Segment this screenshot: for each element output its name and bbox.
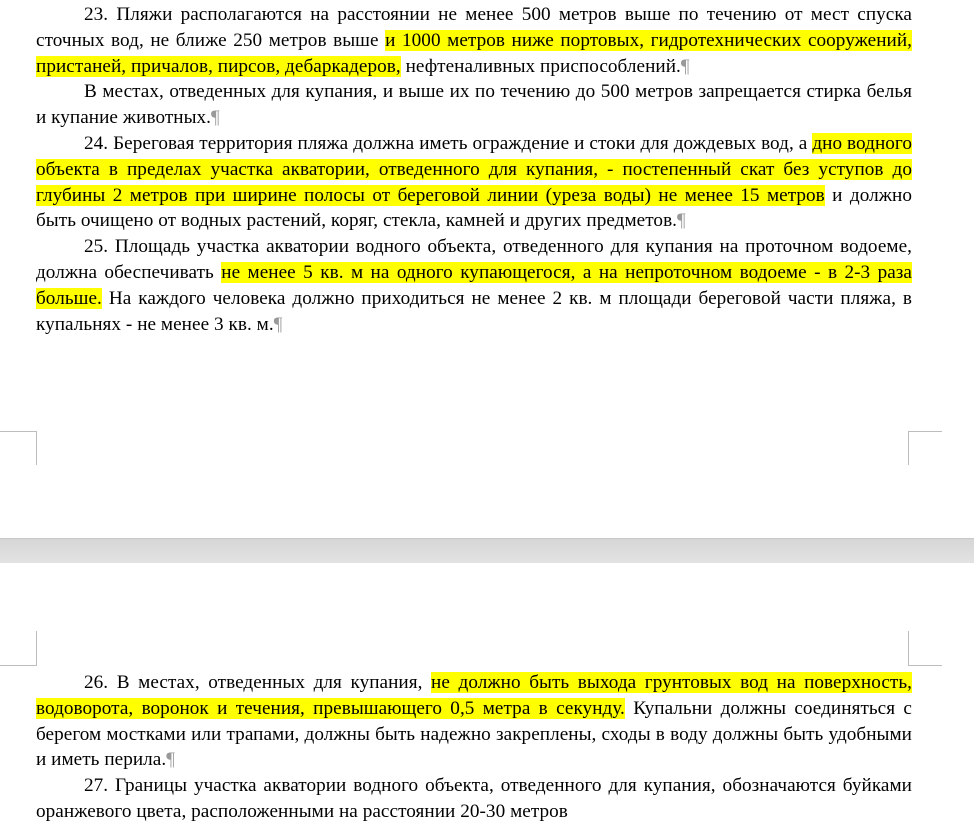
paragraph-24-tail: и должно быть очищено от водных растений, коряг, стекла, камней и других предметов. xyxy=(36,184,912,232)
paragraph-25-text: 25. Площадь участка акватории водного объекта, отведенного для купания на проточном водоеме, должна обеспечивать xyxy=(36,236,912,283)
page-1-text[interactable] xyxy=(36,2,912,337)
pilcrow-mark: ¶ xyxy=(677,210,686,232)
page-corner-mark-bottom-right xyxy=(908,431,942,465)
page-2-text[interactable] xyxy=(36,670,912,825)
paragraph-23-cont-text: В местах, отведенных для купания, и выше их по течению до 500 метров запрещается стирка белья и купание животных. xyxy=(36,81,912,129)
pilcrow-mark: ¶ xyxy=(211,107,220,129)
highlight-26: не должно быть выхода грунтовых вод на поверхность, водоворота, воронок и течения, превышающего 0,5 метра в секунду. xyxy=(36,672,912,719)
page-corner-mark-top-right xyxy=(908,631,942,666)
paragraph-27-text: 27. Границы участка акватории водного объекта, отведенного для купания, обозначаются буйками оранжевого цвета, расположенными на расстоянии 20-30 метров xyxy=(36,775,912,822)
paragraph-23[interactable] xyxy=(36,2,912,79)
paragraph-23-text: 23. Пляжи располагаются на расстоянии не менее 500 метров выше по течению от мест спуска сточных вод, не ближе 250 метров выше xyxy=(36,4,912,51)
page-corner-mark-top-left xyxy=(0,631,37,666)
page-corner-mark-bottom-left xyxy=(0,431,37,465)
paragraph-25[interactable] xyxy=(36,234,912,337)
pilcrow-mark: ¶ xyxy=(273,313,283,335)
paragraph-23-tail: нефтеналивных приспособлений. xyxy=(400,55,681,77)
pilcrow-mark: ¶ xyxy=(680,55,690,77)
paragraph-23-cont[interactable] xyxy=(36,79,912,131)
pilcrow-mark: ¶ xyxy=(166,749,175,771)
paragraph-26-text: 26. В местах, отведенных для купания, xyxy=(84,672,432,693)
highlight-24: дно водного объекта в пределах участка акватории, отведенного для купания, - постепенный скат без уступов до глубины 2 метров при ширине полосы от береговой линии (уреза воды) не менее 15 метров xyxy=(36,132,912,206)
paragraph-26-tail: Купальни должны соединяться с берегом мостками или трапами, должны быть надежно закреплены, сходы в воду должны быть удобными и иметь перила. xyxy=(36,697,912,771)
paragraph-26[interactable] xyxy=(36,670,912,773)
highlight-23: и 1000 метров ниже портовых, гидротехнических сооружений, пристаней, причалов, пирсов, дебаркадеров, xyxy=(36,29,913,77)
paragraph-24[interactable] xyxy=(36,131,912,234)
highlight-25: не менее 5 кв. м на одного купающегося, а на непроточном водоеме - в 2-3 раза больше. xyxy=(36,261,912,309)
paragraph-25-tail: На каждого человека должно приходиться не менее 2 кв. м площади береговой части пляжа, в купальнях - не менее 3 кв. м. xyxy=(36,287,912,335)
paragraph-24-text: 24. Береговая территория пляжа должна иметь ограждение и стоки для дождевых вод, а xyxy=(84,132,813,154)
page-separator xyxy=(0,538,974,564)
paragraph-27[interactable] xyxy=(36,773,912,825)
